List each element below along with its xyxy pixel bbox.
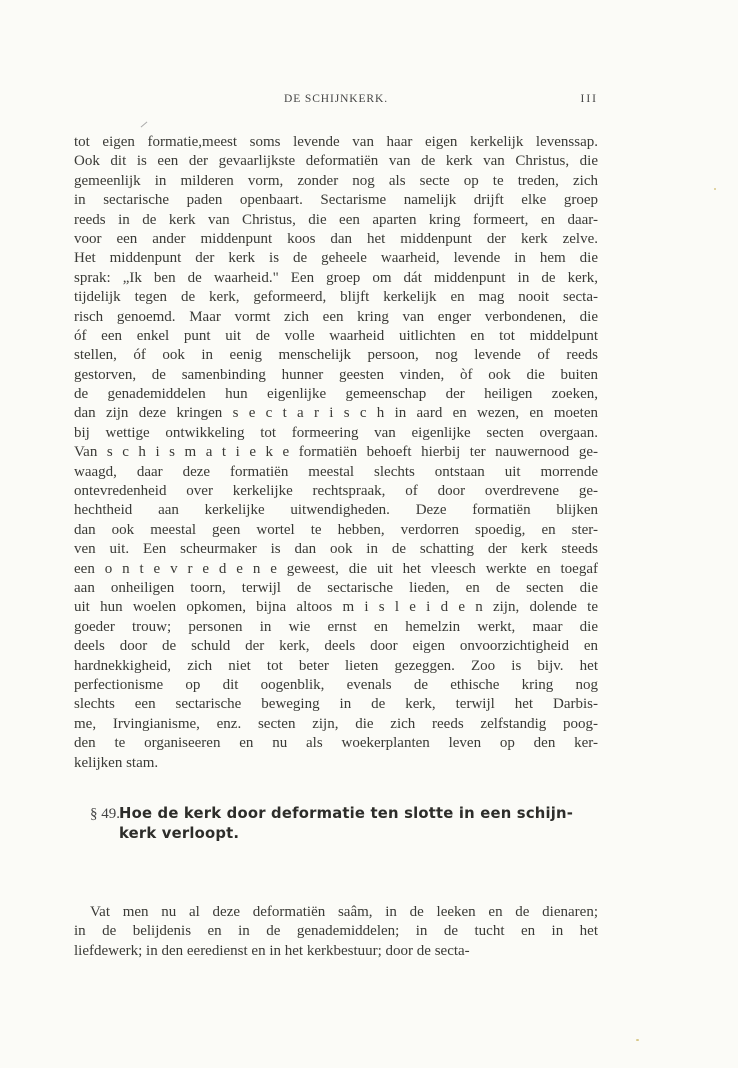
section-heading-line-1 bbox=[74, 804, 598, 824]
text-line: deels door de schuld der kerk, deels door eigen onvoorzichtigheid en bbox=[74, 638, 598, 655]
running-header bbox=[74, 93, 598, 109]
section-title-part-2: kerk verloopt. bbox=[119, 825, 240, 842]
text-line: ven uit. Een scheurmaker is dan ook in de schatting der kerk steeds bbox=[74, 541, 598, 558]
text-line: den te organiseeren en nu als woekerplanten leven op den ker- bbox=[74, 735, 598, 752]
text-line: aan onheiligen toorn, terwijl de sectarische lieden, en de secten die bbox=[74, 579, 598, 596]
text-line: stellen, óf ook in eenig menschelijk persoon, nog levende of reeds bbox=[74, 347, 598, 364]
text-line: óf een enkel punt uit de volle waarheid uitlichten en tot middelpunt bbox=[74, 327, 598, 344]
text-line: in de belijdenis en in de genademiddelen; in de tucht en in het bbox=[74, 923, 598, 940]
text-line: tijdelijk tegen de kerk, geformeerd, blijft kerkelijk en mag nooit secta- bbox=[74, 289, 598, 306]
paragraph-1 bbox=[74, 133, 598, 773]
text-line: perfectionisme op dit oogenblik, evenals de ethische kring nog bbox=[74, 676, 598, 693]
text-line: slechts een sectarische beweging in de kerk, terwijl het Darbis- bbox=[74, 696, 598, 713]
text-line: Vat men nu al deze deformatiën saâm, in de leeken en de dienaren; bbox=[90, 904, 598, 920]
text-line: een o n t e v r e d e n e geweest, die uit het vleesch werkte en toegaf bbox=[74, 560, 598, 577]
text-line: dan zijn deze kringen s e c t a r i s c h in aard en wezen, en moeten bbox=[74, 405, 598, 422]
text-line: sprak: „Ik ben de waarheid." Een groep om dát middenpunt in de kerk, bbox=[74, 269, 598, 286]
text-line: hardnekkigheid, zich niet tot beter lieten gezeggen. Zoo is bijv. het bbox=[74, 657, 598, 674]
text-line: tot eigen formatie,meest soms levende van haar eigen kerkelijk levenssap. bbox=[74, 134, 598, 150]
text-line: dan ook meestal geen wortel te hebben, verdorren spoedig, en ster- bbox=[74, 521, 598, 538]
text-line: liefdewerk; in den eeredienst en in het kerkbestuur; door de secta- bbox=[74, 942, 470, 959]
text-line: me, Irvingianisme, enz. secten zijn, die zich reeds zelfstandig poog- bbox=[74, 715, 598, 732]
text-line: Het middenpunt der kerk is de geheele waarheid, levende in hem die bbox=[74, 250, 598, 267]
text-line: in sectarische paden openbaart. Sectarisme namelijk drijft elke groep bbox=[74, 192, 598, 209]
text-line: gestorven, de samenbinding hunner geesten vinden, òf ook die buiten bbox=[74, 366, 598, 383]
text-line: bij wettige ontwikkeling tot formeering van eigenlijke secten overgaan. bbox=[74, 424, 598, 441]
text-line: risch genoemd. Maar vormt zich een kring van enger verbondenen, die bbox=[74, 308, 598, 325]
section-heading-line-2 bbox=[74, 824, 598, 844]
paper-speck bbox=[636, 1039, 639, 1041]
text-line: hechtheid aan kerkelijke uitwendigheden. Deze formatiën blijken bbox=[74, 502, 598, 519]
text-line: gemeenlijk in milderen vorm, zonder nog als secte op te treden, zich bbox=[74, 172, 598, 189]
text-line: reeds in de kerk van Christus, die een aparten kring formeert, en daar- bbox=[74, 211, 598, 228]
text-line: waagd, daar deze formatiën meestal slechts ontstaan uit morrende bbox=[74, 463, 598, 480]
section-number: § 49. bbox=[90, 806, 120, 822]
paper-speck bbox=[714, 188, 716, 190]
text-line: ontevredenheid over kerkelijke rechtspraak, of door overdrevene ge- bbox=[74, 483, 598, 500]
section-title-part-1: Hoe de kerk door deformatie ten slotte in een schijn- bbox=[119, 805, 574, 822]
section-heading bbox=[74, 804, 598, 844]
page-number: III bbox=[580, 93, 598, 105]
text-line: uit hun woelen opkomen, bijna altoos m i s l e i d e n zijn, dolende te bbox=[74, 599, 598, 616]
text-line: de genademiddelen hun eigenlijke gemeenschap der heiligen zoeken, bbox=[74, 386, 598, 403]
paragraph-2 bbox=[74, 903, 598, 961]
text-line: Ook dit is een der gevaarlijkste deformatiën van de kerk van Christus, die bbox=[74, 153, 598, 170]
text-line: kelijken stam. bbox=[74, 754, 159, 771]
running-title: DE SCHIJNKERK. bbox=[284, 93, 388, 105]
text-line: voor een ander middenpunt koos dan het middenpunt der kerk zelve. bbox=[74, 230, 598, 247]
text-line: goeder trouw; personen in wie ernst en hemelzin werkt, maar die bbox=[74, 618, 598, 635]
pencil-mark bbox=[141, 122, 148, 128]
text-line: Van s c h i s m a t i e k e formatiën behoeft hierbij ter nauwernood ge- bbox=[74, 444, 598, 461]
